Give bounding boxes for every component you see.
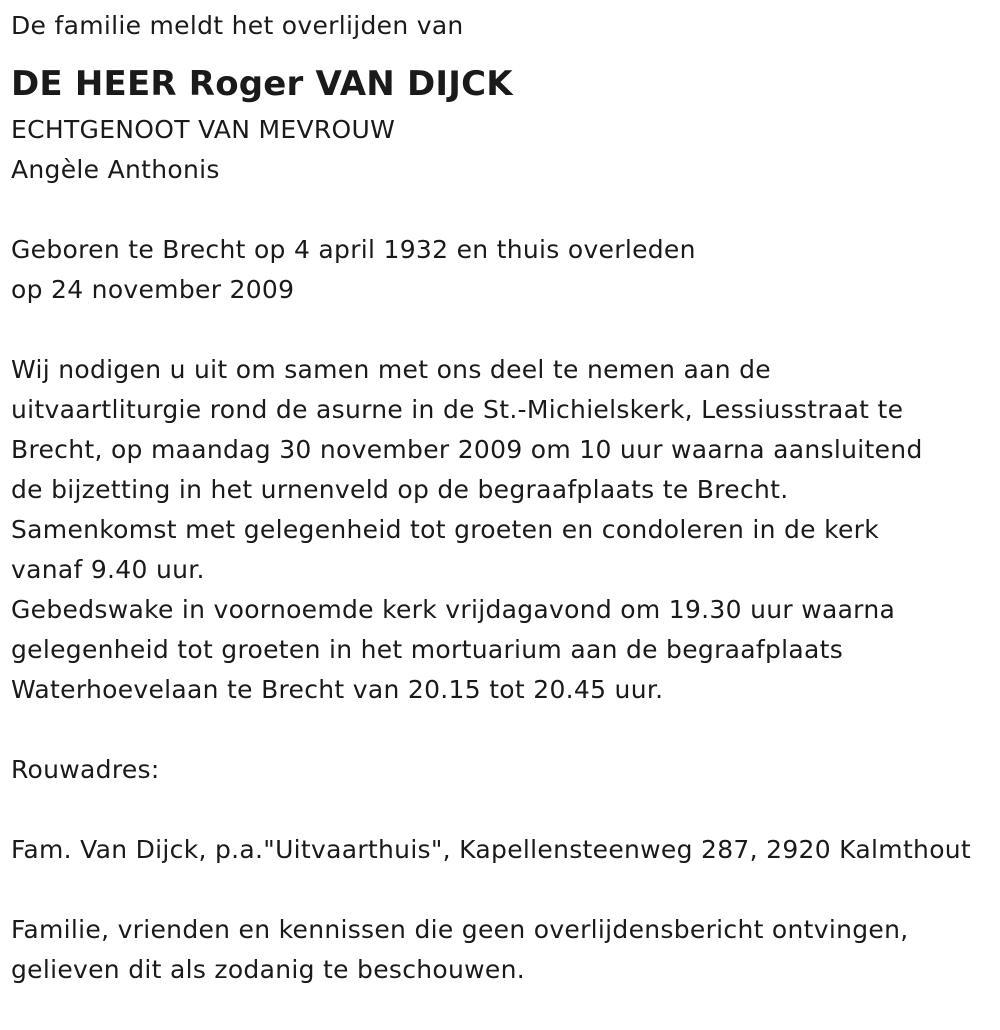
- spacer: [11, 790, 996, 830]
- spouse-name: Angèle Anthonis: [11, 155, 220, 184]
- ceremony-line: Brecht, op maandag 30 november 2009 om 10 uur waarna aansluitend: [11, 435, 923, 464]
- spouse-title: ECHTGENOOT VAN MEVROUW: [11, 115, 396, 144]
- ceremony-line: Wij nodigen u uit om samen met ons deel te nemen aan de: [11, 355, 771, 384]
- closing-block: [11, 910, 996, 990]
- address-label: Rouwadres:: [11, 755, 160, 784]
- mourning-address: Fam. Van Dijck, p.a."Uitvaarthuis", Kapellensteenweg 287, 2920 Kalmthout: [11, 835, 972, 864]
- closing-line: gelieven dit als zodanig te beschouwen.: [11, 955, 525, 984]
- ceremony-line: gelegenheid tot groeten in het mortuarium aan de begraafplaats: [11, 635, 844, 664]
- ceremony-line: Waterhoevelaan te Brecht van 20.15 tot 20.45 uur.: [11, 675, 664, 704]
- spacer: [11, 190, 996, 230]
- birth-death-line: op 24 november 2009: [11, 275, 295, 304]
- death-notice: [11, 6, 996, 990]
- ceremony-line: Samenkomst met gelegenheid tot groeten en condoleren in de kerk: [11, 515, 880, 544]
- spacer: [11, 870, 996, 910]
- deceased-name: DE HEER Roger VAN DIJCK: [11, 64, 513, 104]
- birth-death-block: [11, 230, 996, 310]
- closing-line: Familie, vrienden en kennissen die geen overlijdensbericht ontvingen,: [11, 915, 909, 944]
- ceremony-block: [11, 350, 996, 710]
- ceremony-line: vanaf 9.40 uur.: [11, 555, 205, 584]
- ceremony-line: de bijzetting in het urnenveld op de begraafplaats te Brecht.: [11, 475, 789, 504]
- intro-line: De familie meldt het overlijden van: [11, 11, 464, 40]
- spacer: [11, 310, 996, 350]
- spacer: [11, 710, 996, 750]
- ceremony-line: uitvaartliturgie rond de asurne in de St.-Michielskerk, Lessiusstraat te: [11, 395, 904, 424]
- ceremony-line: Gebedswake in voornoemde kerk vrijdagavond om 19.30 uur waarna: [11, 595, 896, 624]
- birth-death-line: Geboren te Brecht op 4 april 1932 en thuis overleden: [11, 235, 696, 264]
